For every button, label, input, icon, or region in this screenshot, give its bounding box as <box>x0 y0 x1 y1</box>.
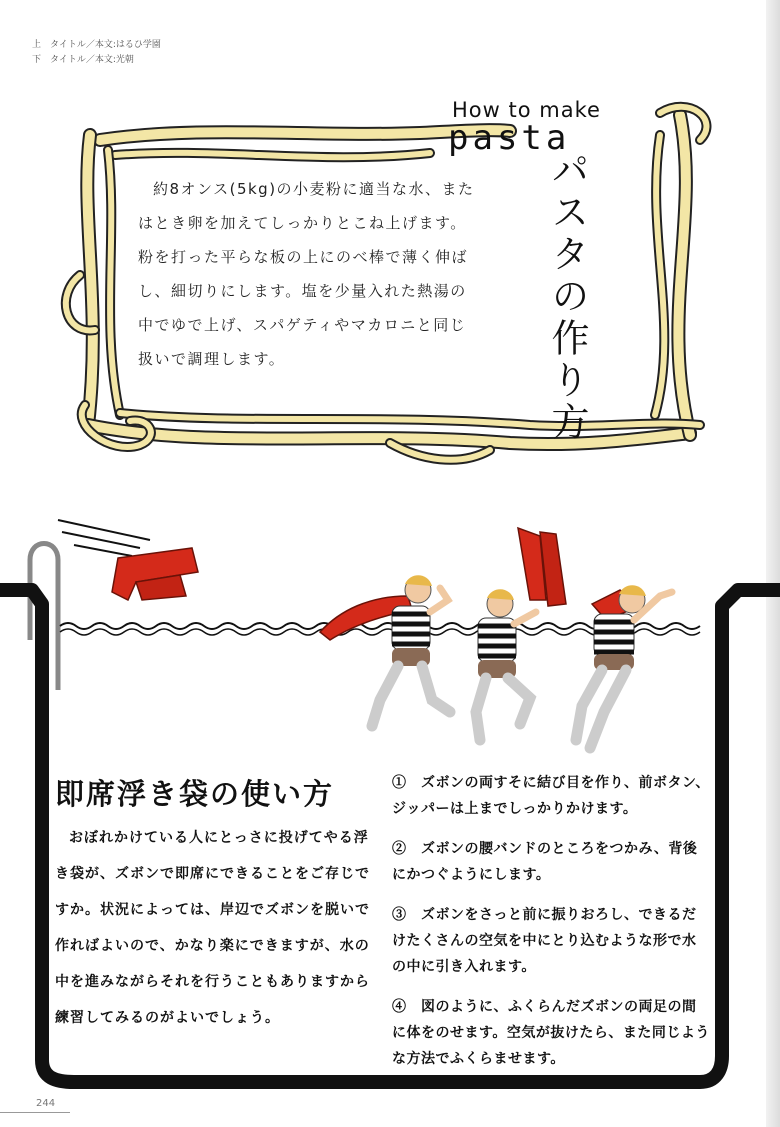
float-step-2: ② ズボンの腰バンドのところをつかみ、背後にかつぐようにします。 <box>392 841 698 883</box>
flying-trousers <box>58 520 198 600</box>
pasta-body-text: 約8オンス(5kg)の小麦粉に適当な水、またはとき卵を加えてしっかりとこね上げます。粉を打った平らな板の上にのべ棒で薄く伸ばし、細切りにします。塩を少量入れた熱湯の中でゆで上げ、スパゲティやマカロニと同じ扱いで調理します。 <box>138 180 475 368</box>
pasta-vertical-title: パスタの作り方 <box>545 150 589 444</box>
pasta-howto-label: How to make <box>452 98 601 122</box>
float-step-4: ④ 図のように、ふくらんだズボンの両足の間に体をのせます。空気が抜けたら、また同じような方法でふくらませます。 <box>392 999 710 1067</box>
swimmer-3 <box>576 585 672 748</box>
header-note-top: 上 タイトル／本文:はるひ学園 <box>32 40 161 50</box>
header-notes <box>32 38 161 68</box>
float-steps <box>392 770 710 1086</box>
pasta-word: pasta <box>448 118 571 158</box>
header-note-bottom: 下 タイトル／本文:光朝 <box>32 55 134 65</box>
float-step-3: ③ ズボンをさっと前に振りおろし、できるだけたくさんの空気を中にとり込むような形で水の中に引き入れます。 <box>392 907 697 975</box>
page-number-rule <box>0 1112 70 1113</box>
page-number: 244 <box>36 1098 56 1109</box>
swimmer-1 <box>320 575 450 726</box>
float-body-text: おぼれかけている人にとっさに投げてやる浮き袋が、ズボンで即席にできることをご存じですか。状況によっては、岸辺でズボンを脱いで作ればよいので、かなり楽にできますが、水の中を進みながらそれを行うこともありますから練習してみるのがよいでしょう。 <box>55 830 370 1026</box>
swimmer-2 <box>476 528 566 740</box>
float-title: 即席浮き袋の使い方 <box>55 777 335 811</box>
float-step-1: ① ズボンの両すそに結び目を作り、前ボタン、ジッパーは上までしっかりかけます。 <box>392 775 710 817</box>
